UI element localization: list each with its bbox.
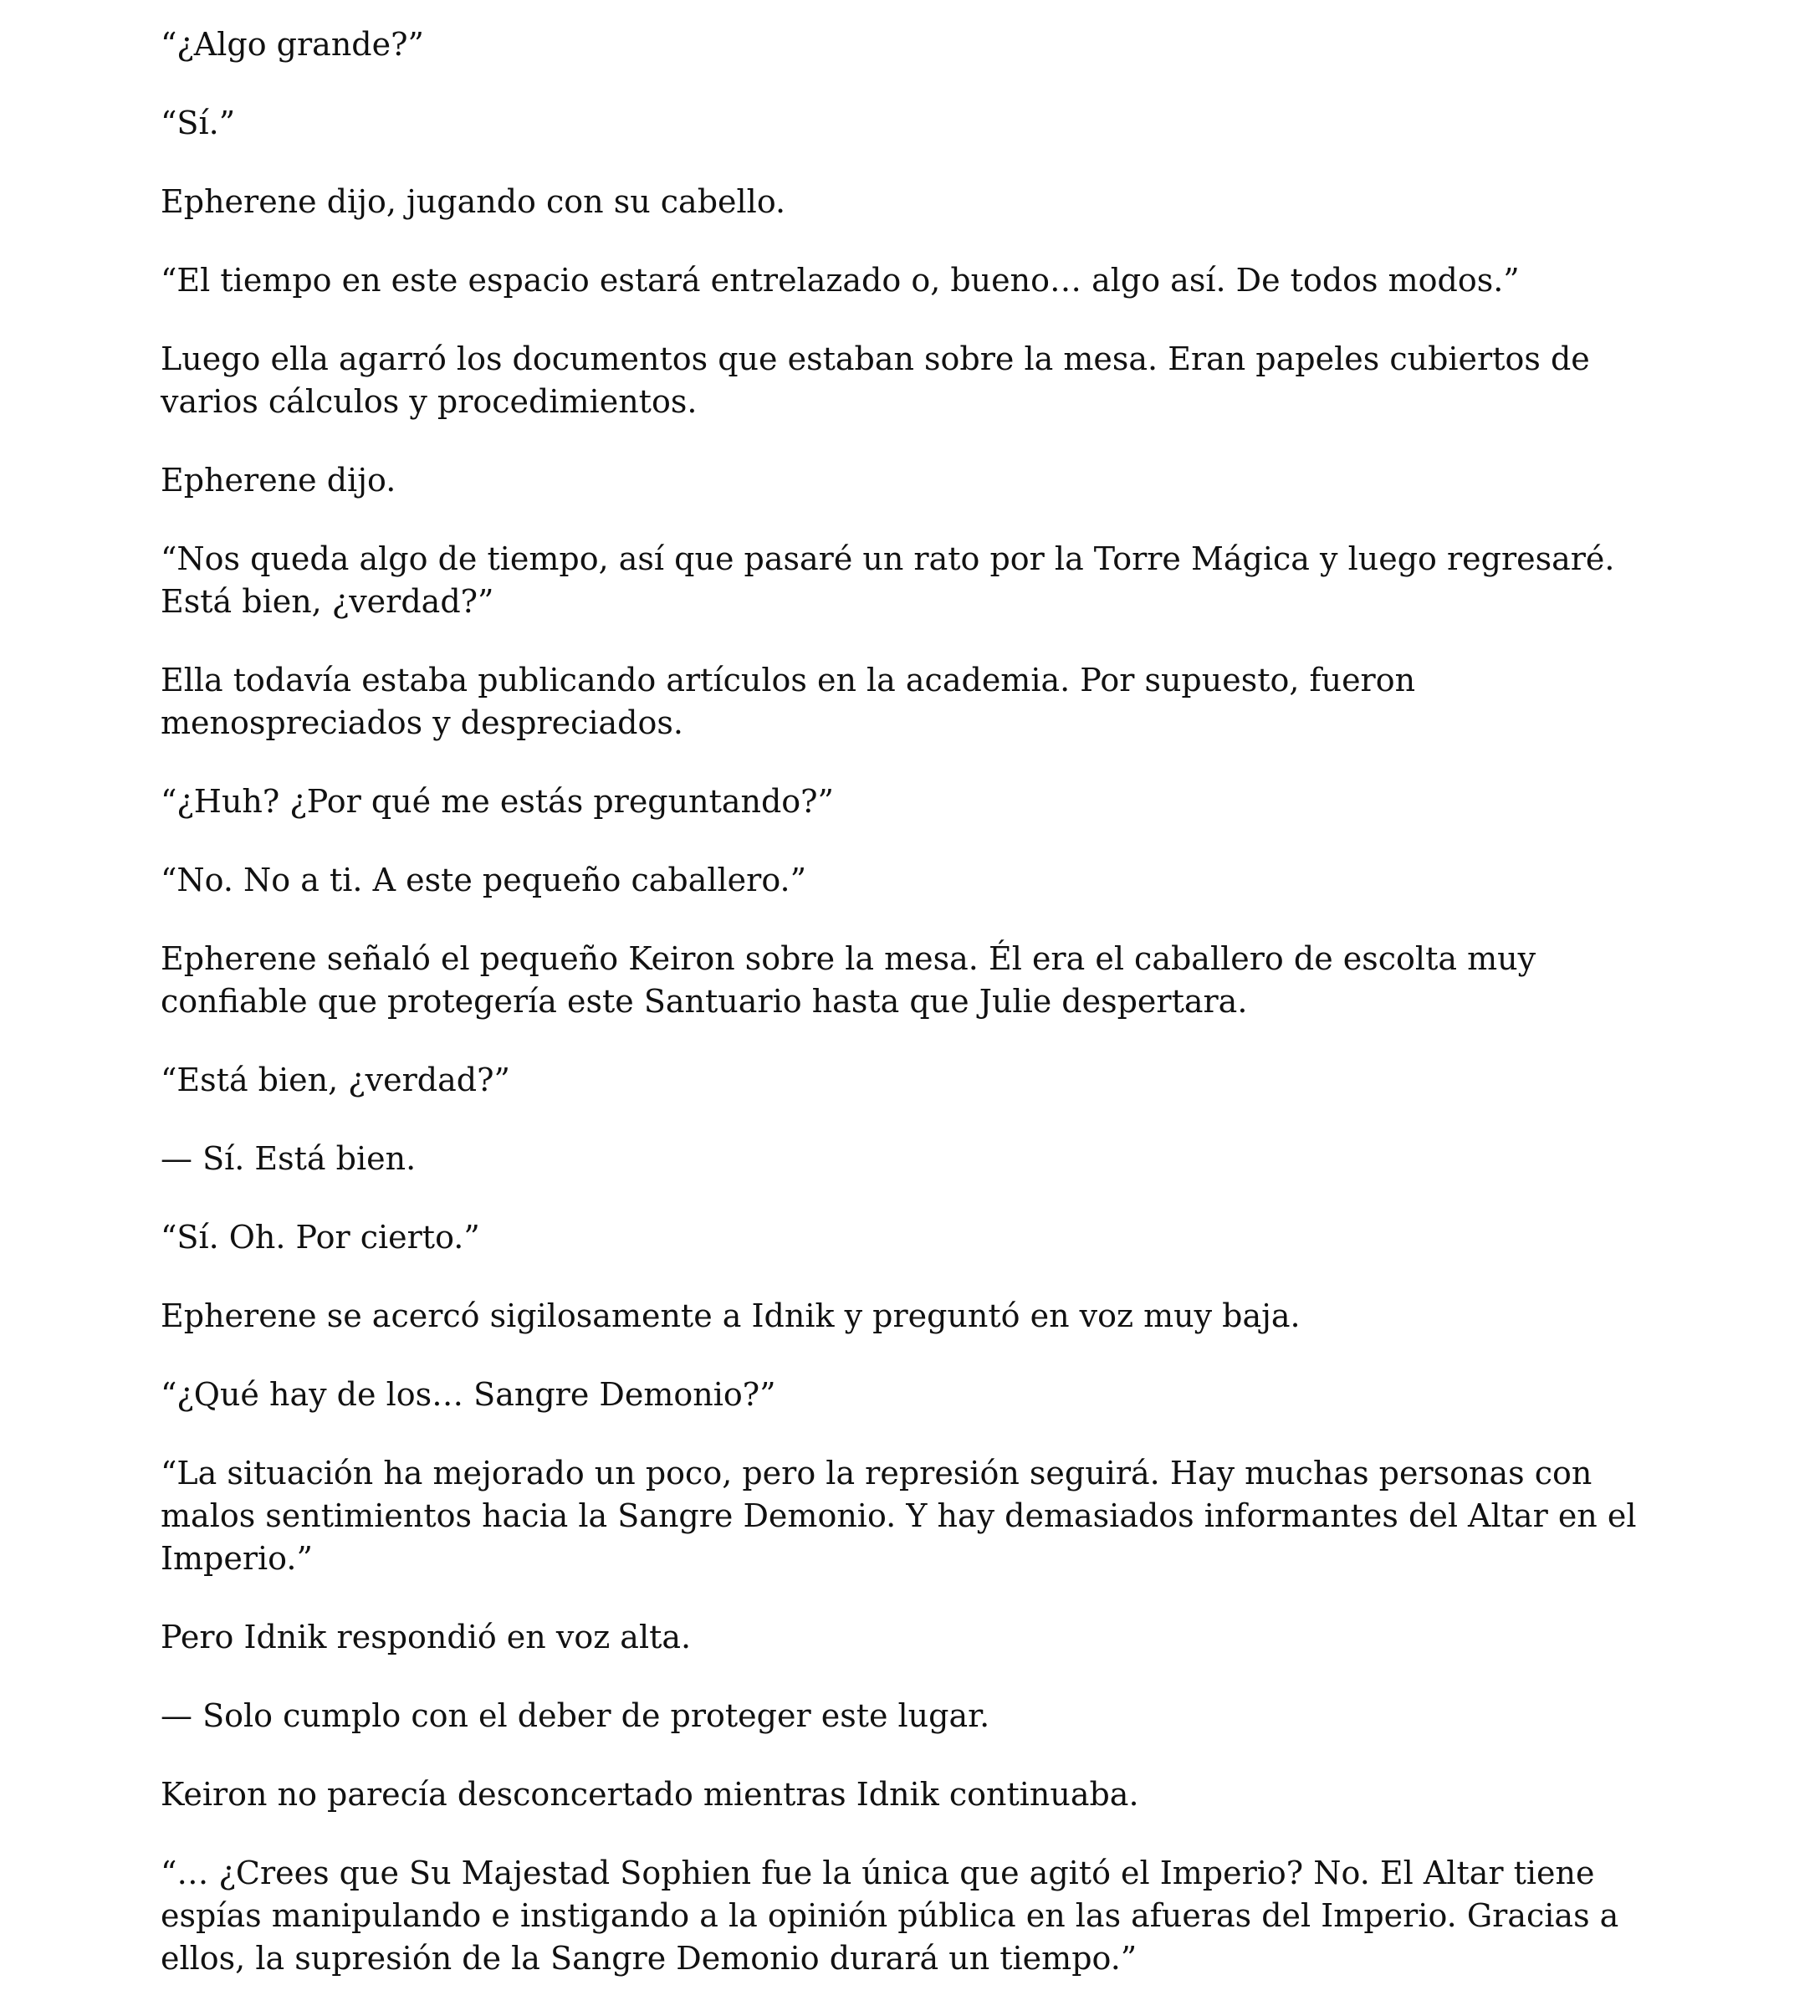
paragraph: Epherene dijo, jugando con su cabello. <box>161 183 786 220</box>
document-body <box>161 23 1683 2016</box>
paragraph: “Está bien, ¿verdad?” <box>161 1062 510 1098</box>
paragraph: — Sí. Está bien. <box>161 1140 417 1177</box>
paragraph: Ella todavía estaba publicando artículos en la academia. Por supuesto, fueron menospreciados y despreciados. <box>161 662 1416 741</box>
paragraph: “Sí.” <box>161 105 236 141</box>
paragraph: “El tiempo en este espacio estará entrelazado o, bueno… algo así. De todos modos.” <box>161 262 1520 299</box>
paragraph: Epherene dijo. <box>161 462 396 499</box>
paragraph: Epherene se acercó sigilosamente a Idnik y preguntó en voz muy baja. <box>161 1297 1301 1334</box>
paragraph: “No. No a ti. A este pequeño caballero.” <box>161 862 807 898</box>
paragraph: Luego ella agarró los documentos que estaban sobre la mesa. Eran papeles cubiertos de varios cálculos y procedimientos. <box>161 340 1590 420</box>
paragraph: Pero Idnik respondió en voz alta. <box>161 1619 692 1655</box>
paragraph: “¿Qué hay de los… Sangre Demonio?” <box>161 1376 776 1413</box>
paragraph: “¿Algo grande?” <box>161 26 424 63</box>
paragraph: “Nos queda algo de tiempo, así que pasaré un rato por la Torre Mágica y luego regresaré. Está bien, ¿verdad?” <box>161 540 1615 620</box>
paragraph: Keiron no parecía desconcertado mientras Idnik continuaba. <box>161 1776 1139 1813</box>
paragraph: Epherene señaló el pequeño Keiron sobre la mesa. Él era el caballero de escolta muy confiable que protegería este Santuario hasta que Julie despertara. <box>161 940 1536 1020</box>
paragraph: “La situación ha mejorado un poco, pero la represión seguirá. Hay muchas personas con malos sentimientos hacia la Sangre Demonio. Y hay demasiados informantes del Altar en el Imperio.” <box>161 1455 1637 1577</box>
paragraph: — Solo cumplo con el deber de proteger este lugar. <box>161 1697 990 1734</box>
paragraph: “Sí. Oh. Por cierto.” <box>161 1219 480 1256</box>
paragraph: “¿Huh? ¿Por qué me estás preguntando?” <box>161 783 834 820</box>
paragraph: “… ¿Crees que Su Majestad Sophien fue la única que agitó el Imperio? No. El Altar tiene espías manipulando e instigando a la opinión pública en las afueras del Imperio. Gracias a ellos, la supresión de la Sangre Demonio durará un tiempo.” <box>161 1855 1619 1977</box>
